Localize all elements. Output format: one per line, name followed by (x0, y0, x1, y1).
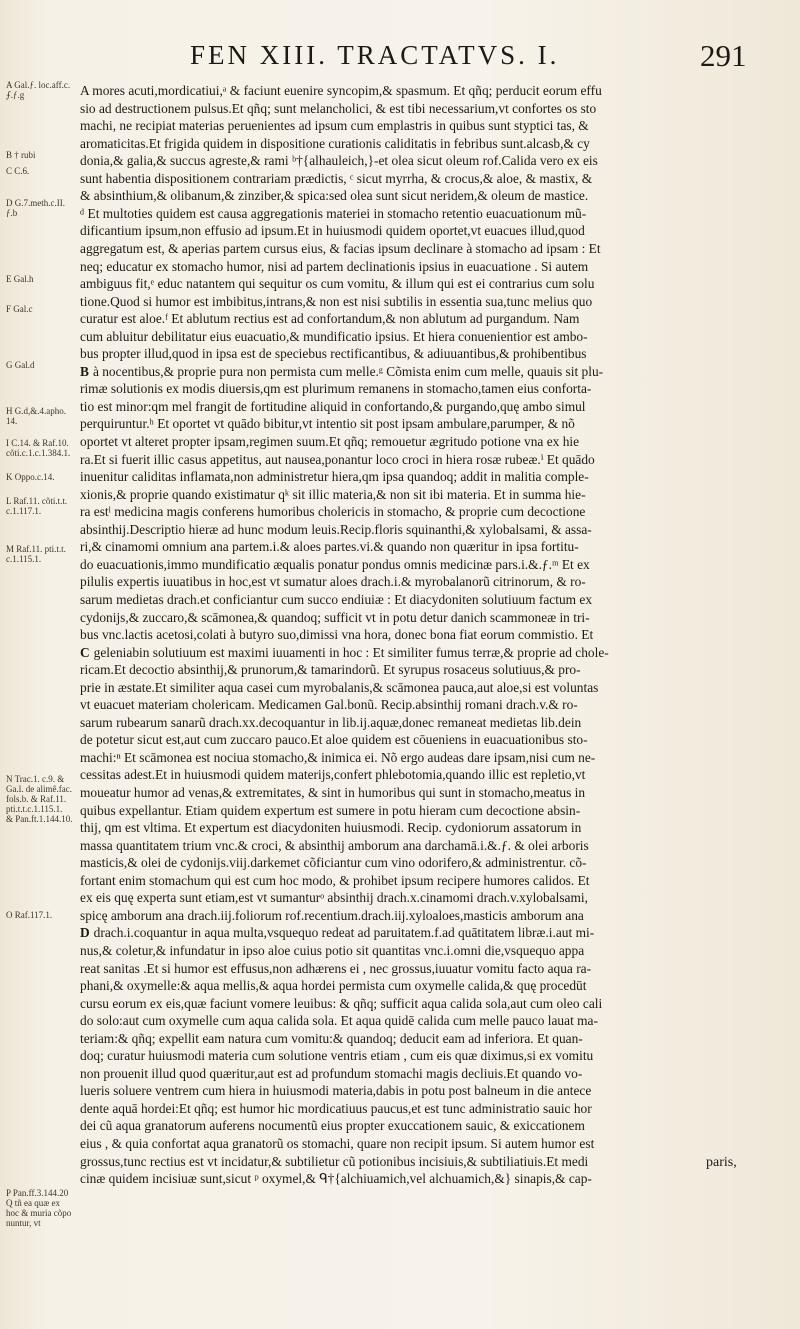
text-line (80, 310, 790, 327)
text-line (80, 924, 790, 941)
text-line (80, 960, 790, 977)
text-line (80, 82, 790, 99)
text-line (80, 942, 790, 959)
line-text: do euacuationis,immo mundificatio æqualis ponatur pondus omnis medicinæ pars.i.&.ƒ.ᵐ Et ex (80, 556, 590, 572)
margin-note: B † rubi (6, 150, 36, 160)
line-text: cinæ quidem incisiuæ sunt,sicut ᵖ oxymel,& ᑫ†{alchiuamich,vel alchuamich,&} sinapis,& cap- (80, 1171, 592, 1187)
line-text: grossus,tunc rectius est vt incidatur,& subtilietur cũ potionibus incisiuis,& subtiliatiuis.Et medi (80, 1153, 589, 1169)
text-line (80, 977, 790, 994)
margin-note: H G.d,&.4.apho. 14. (6, 406, 66, 426)
text-line (80, 679, 790, 696)
margin-note: L Raf.11. cõti.t.t. c.1.117.1. (6, 496, 68, 516)
text-line (80, 802, 790, 819)
text-line (80, 837, 790, 854)
line-text: aggregatum est, & aperias partem cursus eius, & facias ipsum declinare à stomacho ad ipsam : Et (80, 240, 601, 256)
line-text: ex eis quę experta sunt etiam,est vt sumanturᵒ absinthij drach.x.cinamomi drach.v.xylobalsami, (80, 890, 588, 906)
line-text: machi, ne recipiat materias peruenientes ad ipsum cum emplastris in quibus sunt styptici tas, & (80, 118, 589, 134)
text-line (80, 819, 790, 836)
line-text: vt euacuet materiam cholericam. Medicamen Gal.bonũ. Recip.absinthij romani drach.v.& ro- (80, 697, 578, 713)
margin-notes (0, 80, 78, 1320)
line-text: nus,& coletur,& infundatur in ipso aloe cuius potio sit quantitas vnc.i.omni die,vsquequo appa (80, 942, 585, 958)
text-line (80, 573, 790, 590)
line-text: curatur est aloe.ᶠ Et ablutum rectius est ad confortandum,& non ablutum ad purgandum. Nam (80, 311, 580, 327)
text-line (80, 205, 790, 222)
line-text: massa quantitatem trium vnc.& croci, & absinthij amborum ana darchamā.i.&.ƒ. & olei arboris (80, 837, 589, 853)
line-text: bus propter illud,quod in ipsa est de speciebus rectificantibus, & adiuuantibus,& prohibentibus (80, 346, 587, 362)
section-letter: D (80, 925, 90, 941)
text-line (80, 1082, 790, 1099)
line-text: donia,& galia,& succus agreste,& rami ᵇ†{alhauleich,}-et olea sicut oleum rof.Calida vero ex eis (80, 153, 598, 169)
text-line (80, 363, 790, 380)
page-header (0, 40, 800, 80)
line-text: quibus expellantur. Etiam quidem expertum est sumere in potu hieram cum decoctione absin- (80, 802, 581, 818)
line-text: absinthij.Descriptio hieræ ad hunc modum leuis.Recip.floris squinanthi,& xylobalsami, & assa- (80, 521, 592, 537)
line-text: cursu eorum ex eis,quæ faciunt vomere leuibus: & qñq; sufficit aqua calida sola,aut cum oleo cali (80, 995, 603, 1011)
line-text: dente aquā hordei:Et qñq; est humor hic mordicatiuus paucus,et est tunc administratio sauic hor (80, 1100, 592, 1116)
text-line (80, 170, 790, 187)
margin-note: I C.14. & Raf.10. cõti.c.1.c.1.384.1. (6, 438, 71, 458)
text-line (80, 415, 790, 432)
text-line (80, 854, 790, 871)
margin-note: D G.7.meth.c.II. ƒ.b (6, 198, 65, 218)
text-line (80, 1065, 790, 1082)
text-line (80, 1135, 790, 1152)
line-text: tione.Quod si humor est imbibitus,intrans,& non est nisi subtilis in essentia sua,tunc melius quo (80, 293, 593, 309)
text-line (80, 258, 790, 275)
text-line (80, 766, 790, 783)
line-text: sarum rubearum sanarũ drach.xx.decoquantur in lib.ij.aquæ,donec remaneat medietas lib.dein (80, 714, 582, 730)
margin-note: A Gal.ƒ. loc.aff.c. ⨍.ƒ.g (6, 80, 71, 100)
line-text: neq; educatur ex stomacho humor, nisi ad partem declinationis ipsius in euacuatione . Si autem (80, 258, 589, 274)
text-line (80, 907, 790, 924)
line-text: dificantium ipsum,non effusio ad ipsum.Et in huiusmodi quidem oportet,vt euacues illud,quod (80, 223, 585, 239)
line-text: fortant enim stomachum qui est cum hoc modo, & prohibet ipsum recipere humores calidos. Et (80, 872, 590, 888)
text-line (80, 1100, 790, 1117)
margin-note: O Raf.117.1. (6, 910, 53, 920)
text-line (80, 345, 790, 362)
line-text: & absinthium,& olibanum,& zinziber,& spica:sed olea sunt sicut neridem,& oleum de mastice. (80, 188, 589, 204)
line-text: thij, qm est vltima. Et expertum est diacydoniten huiusmodi. Recip. cydoniorum assatorum in (80, 820, 582, 836)
text-line (80, 731, 790, 748)
text-line (80, 100, 790, 117)
text-line (80, 521, 790, 538)
text-line (80, 1047, 790, 1064)
page-number: 291 (700, 38, 747, 73)
line-text: reat sanitas .Et si humor est effusus,non adhærens ei , nec grossus,iuuatur vomitu facto aqua ra- (80, 960, 592, 976)
line-text: ra estˡ medicina magis conferens humoribus cholericis in stomacho, & proprie cum decoctione (80, 504, 586, 520)
text-line (80, 995, 790, 1012)
text-line (80, 398, 790, 415)
line-text: geleniabin solutiuum est maximi iuuamenti in hoc : Et similiter fumus terræ,& proprie ad chole- (93, 644, 609, 660)
line-text: sarum medietas drach.et conficiantur cum succo endiuiæ : Et diacydoniten solutiuum factum ex (80, 591, 593, 607)
line-text: bus vnc.lactis acetosi,colati à butyro suo,dimissi vna hora, donec bona fiat eorum commistio. Et (80, 627, 594, 643)
margin-note: G Gal.d (6, 360, 35, 370)
text-line (80, 468, 790, 485)
catchword: paris, (706, 1155, 737, 1170)
line-text: doq; curatur huiusmodi materia cum solutione ventris etiam , cum eis quæ diximus,si ex vomitu (80, 1048, 594, 1064)
line-text: ricam.Et decoctio absinthij,& prunorum,& tamarindorũ. Et syrupus rosaceus solutiuus,& pro- (80, 662, 581, 678)
line-text: perquiruntur.ʰ Et oportet vt quādo bibitur,vt intentio sit post ipsam ambulare,parumper, & nõ (80, 416, 575, 432)
text-line (80, 275, 790, 292)
line-text: moueatur humor ad venas,& extremitates, & sint in humoribus qui sunt in stomacho,meatus in (80, 785, 586, 800)
margin-note: E Gal.h (6, 274, 34, 284)
text-line (80, 135, 790, 152)
margin-note: P Pan.ff.3.144.20 Q tñ ea quæ ex hoc & muria cõpo nuntur, vt (6, 1188, 72, 1228)
line-text: ri,& cinamomi omnium ana partem.i.& aloes partes.vi.& quando non quæritur in ipsa fortitu- (80, 539, 579, 555)
line-text: ᵈ Et multoties quidem est causa aggregationis materiei in stomacho retentio euacuationum mũ- (80, 205, 587, 221)
section-letter: B (80, 363, 89, 379)
text-line (80, 222, 790, 239)
text-line (80, 538, 790, 555)
line-text: sunt habentia dispositionem contrariam prædictis, ᶜ sicut myrrha, & crocus,& aloe, & mastix, & (80, 170, 593, 186)
text-line (80, 661, 790, 678)
text-line (80, 1030, 790, 1047)
text-line (80, 117, 790, 134)
line-text: xionis,& proprie quando existimatur qᵏ sit illic materia,& non sit ibi materia. Et in summa hie- (80, 486, 586, 502)
text-line (80, 889, 790, 906)
line-text: machi:ⁿ Et scāmonea est nociua stomacho,& inimica ei. Nõ ergo audeas dare ipsam,nisi cum ne- (80, 749, 596, 765)
text-line (80, 696, 790, 713)
line-text: tio est minor:qm mel frangit de fortitudine aliquid in confortando,& purgando,quę ambo simul (80, 398, 586, 414)
text-line (80, 240, 790, 257)
line-text: spicę amborum ana drach.iij.foliorum rof.recentium.drach.iij.xyloaloes,masticis amborum ana (80, 907, 584, 923)
text-line (80, 152, 790, 169)
margin-note: M Raf.11. pti.t.t. c.1.115.1. (6, 544, 66, 564)
line-text: ra.Et si fuerit illic casus appetitus, aut nausea,ponantur loco croci in hiera rosæ rubeæ.ⁱ Et quādo (80, 451, 595, 467)
text-line (80, 556, 790, 573)
text-line (80, 591, 790, 608)
margin-note: K Oppo.c.14. (6, 472, 55, 482)
text-line (80, 187, 790, 204)
text-line (80, 626, 790, 643)
text-line (80, 644, 790, 661)
line-text: de potetur sicut est,aut cum zuccaro pauco.Et aloe quidem est cōueniens in euacuationibus sto- (80, 732, 588, 748)
main-text-block (80, 82, 790, 1262)
text-line (80, 433, 790, 450)
line-text: cum abluitur debilitatur eius euacuatio,& mundificatio ipsius. Et hiera conuenientior est ambo- (80, 328, 588, 344)
line-text: drach.i.coquantur in aqua multa,vsquequo redeat ad paruitatem.f.ad quātitatem libræ.i.aut mi- (93, 925, 595, 941)
text-line (80, 1012, 790, 1029)
line-text: prie in æstate.Et similiter aqua casei cum myrobalanis,& scāmonea pauca,aut aloe,si est voluntas (80, 679, 599, 695)
line-text: oportet vt alteret propter ipsam,regimen suum.Et qñq; remouetur ægritudo potione vna ex hie (80, 434, 580, 449)
text-line (80, 714, 790, 731)
text-line (80, 328, 790, 345)
line-text: dei cũ aqua granatorum auferens nocumentũ eius propter exuccationem sauic, & exiccationem (80, 1118, 585, 1134)
line-text: à nocentibus,& proprie pura non permista cum melle.ᵍ Cõmista enim cum melle, quauis sit plu- (92, 363, 604, 379)
line-text: do solo:aut cum oxymelle cum aqua calida sola. Et aqua quidē calida cum melle pauco lauat ma- (80, 1013, 598, 1029)
line-text: non prouenit illud quod quæritur,aut est ad profundum stomachi magis decliuis.Et quando vo- (80, 1065, 583, 1081)
text-line (80, 749, 790, 766)
line-text: inuenitur caliditas inflamata,non administretur hiera,qm ipsa quandoq; addit in malitia comple- (80, 469, 589, 485)
text-line (80, 486, 790, 503)
line-text: cessitas adest.Et in huiusmodi quidem materijs,confert phlebotomia,quando illic est repletio,vt (80, 767, 586, 783)
text-line (80, 1153, 790, 1170)
text-line (80, 872, 790, 889)
text-line (80, 451, 790, 468)
text-line (80, 784, 790, 801)
running-head: FEN XIII. TRACTATVS. I. (190, 40, 560, 70)
section-letter: C (80, 644, 90, 660)
line-text: sio ad destructionem pulsus.Et qñq; sunt melancholici, & est tibi necessarium,vt confortes os sto (80, 100, 597, 116)
line-text: teriam:& qñq; expellit eam natura cum vomitu:& quandoq; deducit eam ad inferiora. Et quan- (80, 1030, 583, 1046)
text-line (80, 609, 790, 626)
text-line (80, 293, 790, 310)
line-text: eius , & quia confortat aqua granatorũ os stomachi, quare non recipit ipsum. Si autem humor est (80, 1136, 595, 1151)
line-text: cydonijs,& zuccaro,& scāmonea,& quandoq; sufficit vt in potu detur danich scammoneæ in tri- (80, 609, 590, 625)
text-line (80, 1117, 790, 1134)
line-text: masticis,& olei de cydonijs.viij.darkemet cõficiantur cum vino odorifero,& administrentur. cõ- (80, 855, 587, 871)
line-text: phani,& oxymelle:& aqua mellis,& aqua hordei permista cum oxymelle calida,& quę procedūt (80, 978, 587, 994)
line-text: A mores acuti,mordicatiui,ᵃ & faciunt euenire syncopim,& spasmum. Et qñq; perducit eorum effu (80, 83, 602, 98)
margin-note: N Trac.1. c.9. & Ga.l. de alimê.fac. fols.b. & Raf.11. pti.t.t.c.1.115.1. & Pan.ft.1.144.10. (6, 774, 73, 824)
text-line (80, 1170, 790, 1187)
line-text: lueris soluere ventrem cum hiera in huiusmodi materia,dabis in potu post balneum in die antece (80, 1083, 592, 1099)
line-text: ambiguus fit,ᵉ educ natantem qui sequitur os cum vomitu, & illum qui est ei contrarius cum solu (80, 276, 595, 292)
margin-note: C C.6. (6, 166, 30, 176)
line-text: aromaticitas.Et frigida quidem in dispositione curationis caliditatis in febribus sunt.alcasb,& cy (80, 135, 590, 151)
margin-note: F Gal.c (6, 304, 33, 314)
text-line (80, 380, 790, 397)
line-text: pilulis expertis iuuatibus in hoc,est vt sumatur aloes drach.i.& myrobalanorũ citrinorum, & ro- (80, 574, 586, 590)
text-line (80, 503, 790, 520)
line-text: rimæ solutionis ex modis diuersis,qm est plurimum remanens in stomacho,tamen eius conforta- (80, 381, 592, 397)
